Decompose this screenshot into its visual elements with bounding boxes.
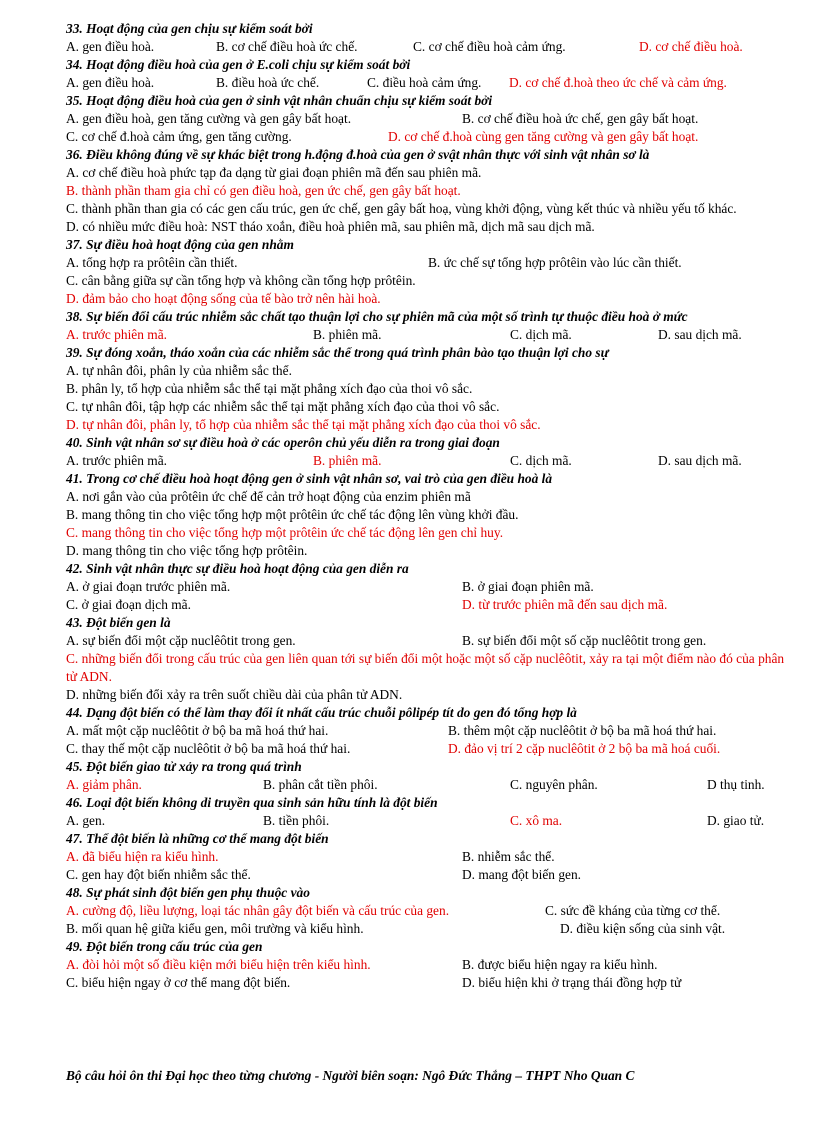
page-footer: Bộ câu hỏi ôn thi Đại học theo từng chương - Người biên soạn: Ngô Đức Thắng – THPT Nho Quan C xyxy=(66,1068,635,1083)
options-row xyxy=(66,452,790,470)
question-37: 37. Sự điều hoà hoạt động của gen nhằm xyxy=(66,237,294,252)
question-38: 38. Sự biến đổi cấu trúc nhiễm sắc chất tạo thuận lợi cho sự phiên mã của một số trình tự thuộc điều hoà ở mức xyxy=(66,309,688,324)
option-c: C. gen hay đột biến nhiễm sắc thể. xyxy=(66,867,251,882)
option-b: B. được biểu hiện ngay ra kiểu hình. xyxy=(462,957,658,972)
options-row xyxy=(66,722,790,740)
option-a: A. gen điều hoà. xyxy=(66,75,155,90)
option-c: C. cơ chế điều hoà cảm ứng. xyxy=(413,39,566,54)
question-41: 41. Trong cơ chế điều hoà hoạt động gen ở sinh vật nhân sơ, vai trò của gen điều hoà là xyxy=(66,471,553,486)
option-a: A. tự nhân đôi, phân ly của nhiễm sắc thể. xyxy=(66,363,292,378)
option-c-correct: C. những biến đổi trong cấu trúc của gen liên quan tới sự biến đổi một hoặc một số cặp nuclêôtit, xảy ra tại một điểm nào đó của phân tử ADN. xyxy=(66,651,785,684)
option-c: C. dịch mã. xyxy=(510,453,572,468)
options-row xyxy=(66,632,790,650)
option-b: B. mang thông tin cho việc tổng hợp một prôtêin ức chế tác động lên vùng khởi đầu. xyxy=(66,507,519,522)
option-d-correct: D. từ trước phiên mã đến sau dịch mã. xyxy=(462,597,668,612)
option-c: C. thay thế một cặp nuclêôtit ở bộ ba mã hoá thứ hai. xyxy=(66,741,351,756)
question-40: 40. Sinh vật nhân sơ sự điều hoà ở các operôn chủ yếu diễn ra trong giai đoạn xyxy=(66,435,500,450)
option-c: C. nguyên phân. xyxy=(510,777,598,792)
options-row xyxy=(66,920,790,938)
option-c: C. sức đề kháng của từng cơ thể. xyxy=(545,903,721,918)
option-a-correct: A. đòi hỏi một số điều kiện mới biểu hiện trên kiểu hình. xyxy=(66,957,371,972)
option-b: B. thêm một cặp nuclêôtit ở bộ ba mã hoá thứ hai. xyxy=(448,723,717,738)
question-46: 46. Loại đột biến không di truyền qua sinh sản hữu tính là đột biến xyxy=(66,795,438,810)
option-d: D. mang đột biến gen. xyxy=(462,867,582,882)
option-a: A. mất một cặp nuclêôtit ở bộ ba mã hoá thứ hai. xyxy=(66,723,329,738)
option-a: A. cơ chế điều hoà phức tạp đa dạng từ giai đoạn phiên mã đến sau phiên mã. xyxy=(66,165,482,180)
question-34: 34. Hoạt động điều hoà của gen ở E.coli chịu sự kiểm soát bởi xyxy=(66,57,411,72)
question-35: 35. Hoạt động điều hoà của gen ở sinh vật nhân chuẩn chịu sự kiểm soát bởi xyxy=(66,93,493,108)
question-document xyxy=(66,20,790,992)
options-row xyxy=(66,110,790,128)
options-row xyxy=(66,866,790,884)
question-45: 45. Đột biến giao tử xảy ra trong quá trình xyxy=(66,759,302,774)
options-row xyxy=(66,128,790,146)
options-row xyxy=(66,740,790,758)
option-d: D. điều kiện sống của sinh vật. xyxy=(560,921,726,936)
option-a: A. gen điều hoà, gen tăng cường và gen gây bất hoạt. xyxy=(66,111,352,126)
option-c: C. tự nhân đôi, tập hợp các nhiễm sắc thể tại mặt phẳng xích đạo của thoi vô sắc. xyxy=(66,399,500,414)
option-b-correct: B. thành phần tham gia chỉ có gen điều hoà, gen ức chế, gen gây bất hoạt. xyxy=(66,183,461,198)
option-a: A. ở giai đoạn trước phiên mã. xyxy=(66,579,231,594)
question-48: 48. Sự phát sinh đột biến gen phụ thuộc vào xyxy=(66,885,310,900)
option-b: B. ở giai đoạn phiên mã. xyxy=(462,579,594,594)
question-44: 44. Dạng đột biến có thể làm thay đổi ít nhất cấu trúc chuỗi pôlipép tít do gen đó tổng hợp là xyxy=(66,705,577,720)
options-row xyxy=(66,326,790,344)
option-d-correct: D. cơ chế đ.hoà cùng gen tăng cường và gen gây bất hoạt. xyxy=(388,129,699,144)
option-c-correct: C. xô ma. xyxy=(510,813,563,828)
option-c: C. cân bằng giữa sự cần tổng hợp và không cần tổng hợp prôtêin. xyxy=(66,273,416,288)
option-b: B. phân cắt tiền phôi. xyxy=(263,777,378,792)
option-d-correct: D. cơ chế điều hoà. xyxy=(639,39,743,54)
options-row xyxy=(66,848,790,866)
option-d: D. sau dịch mã. xyxy=(658,327,742,342)
options-row xyxy=(66,254,790,272)
options-row xyxy=(66,902,790,920)
option-c: C. dịch mã. xyxy=(510,327,572,342)
option-d-correct: D. đảm bảo cho hoạt động sống của tế bào trở nên hài hoà. xyxy=(66,291,381,306)
option-b: B. sự biến đổi một số cặp nuclêôtit trong gen. xyxy=(462,633,707,648)
question-39: 39. Sự đóng xoắn, tháo xoắn của các nhiễm sắc thể trong quá trình phân bào tạo thuận lợi cho sự xyxy=(66,345,609,360)
question-49: 49. Đột biến trong cấu trúc của gen xyxy=(66,939,263,954)
option-c: C. điều hoà cảm ứng. xyxy=(367,75,482,90)
option-b: B. phân ly, tổ hợp của nhiễm sắc thể tại mặt phẳng xích đạo của thoi vô sắc. xyxy=(66,381,473,396)
options-row xyxy=(66,38,790,56)
option-b: B. điều hoà ức chế. xyxy=(216,75,320,90)
option-a-correct: A. trước phiên mã. xyxy=(66,327,167,342)
option-d: D. những biến đổi xảy ra trên suốt chiều dài của phân tử ADN. xyxy=(66,687,403,702)
option-d-correct: D. cơ chế đ.hoà theo ức chế và cảm ứng. xyxy=(509,75,727,90)
option-a: A. nơi gắn vào của prôtêin ức chế để cản trở hoạt động của enzim phiên mã xyxy=(66,489,471,504)
question-47: 47. Thể đột biến là những cơ thể mang đột biến xyxy=(66,831,329,846)
option-c: C. biểu hiện ngay ở cơ thể mang đột biến. xyxy=(66,975,291,990)
option-b: B. nhiễm sắc thể. xyxy=(462,849,555,864)
options-row xyxy=(66,776,790,794)
option-c: C. ở giai đoạn dịch mã. xyxy=(66,597,191,612)
option-a: A. trước phiên mã. xyxy=(66,453,167,468)
option-a-correct: A. giảm phân. xyxy=(66,777,142,792)
question-43: 43. Đột biến gen là xyxy=(66,615,171,630)
option-a: A. gen điều hoà. xyxy=(66,39,155,54)
options-row xyxy=(66,974,790,992)
option-c-correct: C. mang thông tin cho việc tổng hợp một prôtêin ức chế tác động lên gen chỉ huy. xyxy=(66,525,504,540)
options-row xyxy=(66,596,790,614)
option-b: B. tiền phôi. xyxy=(263,813,330,828)
option-d-correct: D. tự nhân đôi, phân ly, tổ hợp của nhiễm sắc thể tại mặt phẳng xích đạo của thoi vô sắc. xyxy=(66,417,541,432)
option-d-correct: D. đảo vị trí 2 cặp nuclêôtit ở 2 bộ ba mã hoá cuối. xyxy=(448,741,721,756)
option-c: C. thành phần than gia có các gen cấu trúc, gen ức chế, gen gây bất hoạ, vùng khởi động, vùng kết thúc và nhiều yếu tố khác. xyxy=(66,201,737,216)
options-row xyxy=(66,578,790,596)
option-a-correct: A. đã biểu hiện ra kiểu hình. xyxy=(66,849,219,864)
option-d: D. có nhiều mức điều hoà: NST tháo xoắn, điều hoà phiên mã, sau phiên mã, dịch mã sau dịch mã. xyxy=(66,219,595,234)
question-42: 42. Sinh vật nhân thực sự điều hoà hoạt động của gen diễn ra xyxy=(66,561,409,576)
option-b: B. phiên mã. xyxy=(313,327,382,342)
option-b: B. cơ chế điều hoà ức chế, gen gây bất hoạt. xyxy=(462,111,699,126)
options-row xyxy=(66,956,790,974)
option-b-correct: B. phiên mã. xyxy=(313,453,382,468)
option-c: C. cơ chế đ.hoà cảm ứng, gen tăng cường. xyxy=(66,129,292,144)
options-row xyxy=(66,74,790,92)
option-b: B. cơ chế điều hoà ức chế. xyxy=(216,39,358,54)
option-a: A. gen. xyxy=(66,813,106,828)
option-a: A. tổng hợp ra prôtêin cần thiết. xyxy=(66,255,238,270)
option-a: A. sự biến đổi một cặp nuclêôtit trong gen. xyxy=(66,633,296,648)
option-d: D. biểu hiện khi ở trạng thái đồng hợp tử xyxy=(462,975,682,990)
option-d: D thụ tinh. xyxy=(707,777,765,792)
option-d: D. mang thông tin cho việc tổng hợp prôtêin. xyxy=(66,543,308,558)
question-36: 36. Điều không đúng về sự khác biệt trong h.động đ.hoà của gen ở svật nhân thực với sinh vật nhân sơ là xyxy=(66,147,650,162)
options-row xyxy=(66,812,790,830)
option-a-correct: A. cường độ, liều lượng, loại tác nhân gây đột biến và cấu trúc của gen. xyxy=(66,903,450,918)
option-d: D. sau dịch mã. xyxy=(658,453,742,468)
option-b: B. ức chế sự tổng hợp prôtêin vào lúc cần thiết. xyxy=(428,255,682,270)
option-b: B. mối quan hệ giữa kiểu gen, môi trường và kiểu hình. xyxy=(66,921,364,936)
option-d: D. giao tử. xyxy=(707,813,765,828)
question-33: 33. Hoạt động của gen chịu sự kiểm soát bởi xyxy=(66,21,313,36)
